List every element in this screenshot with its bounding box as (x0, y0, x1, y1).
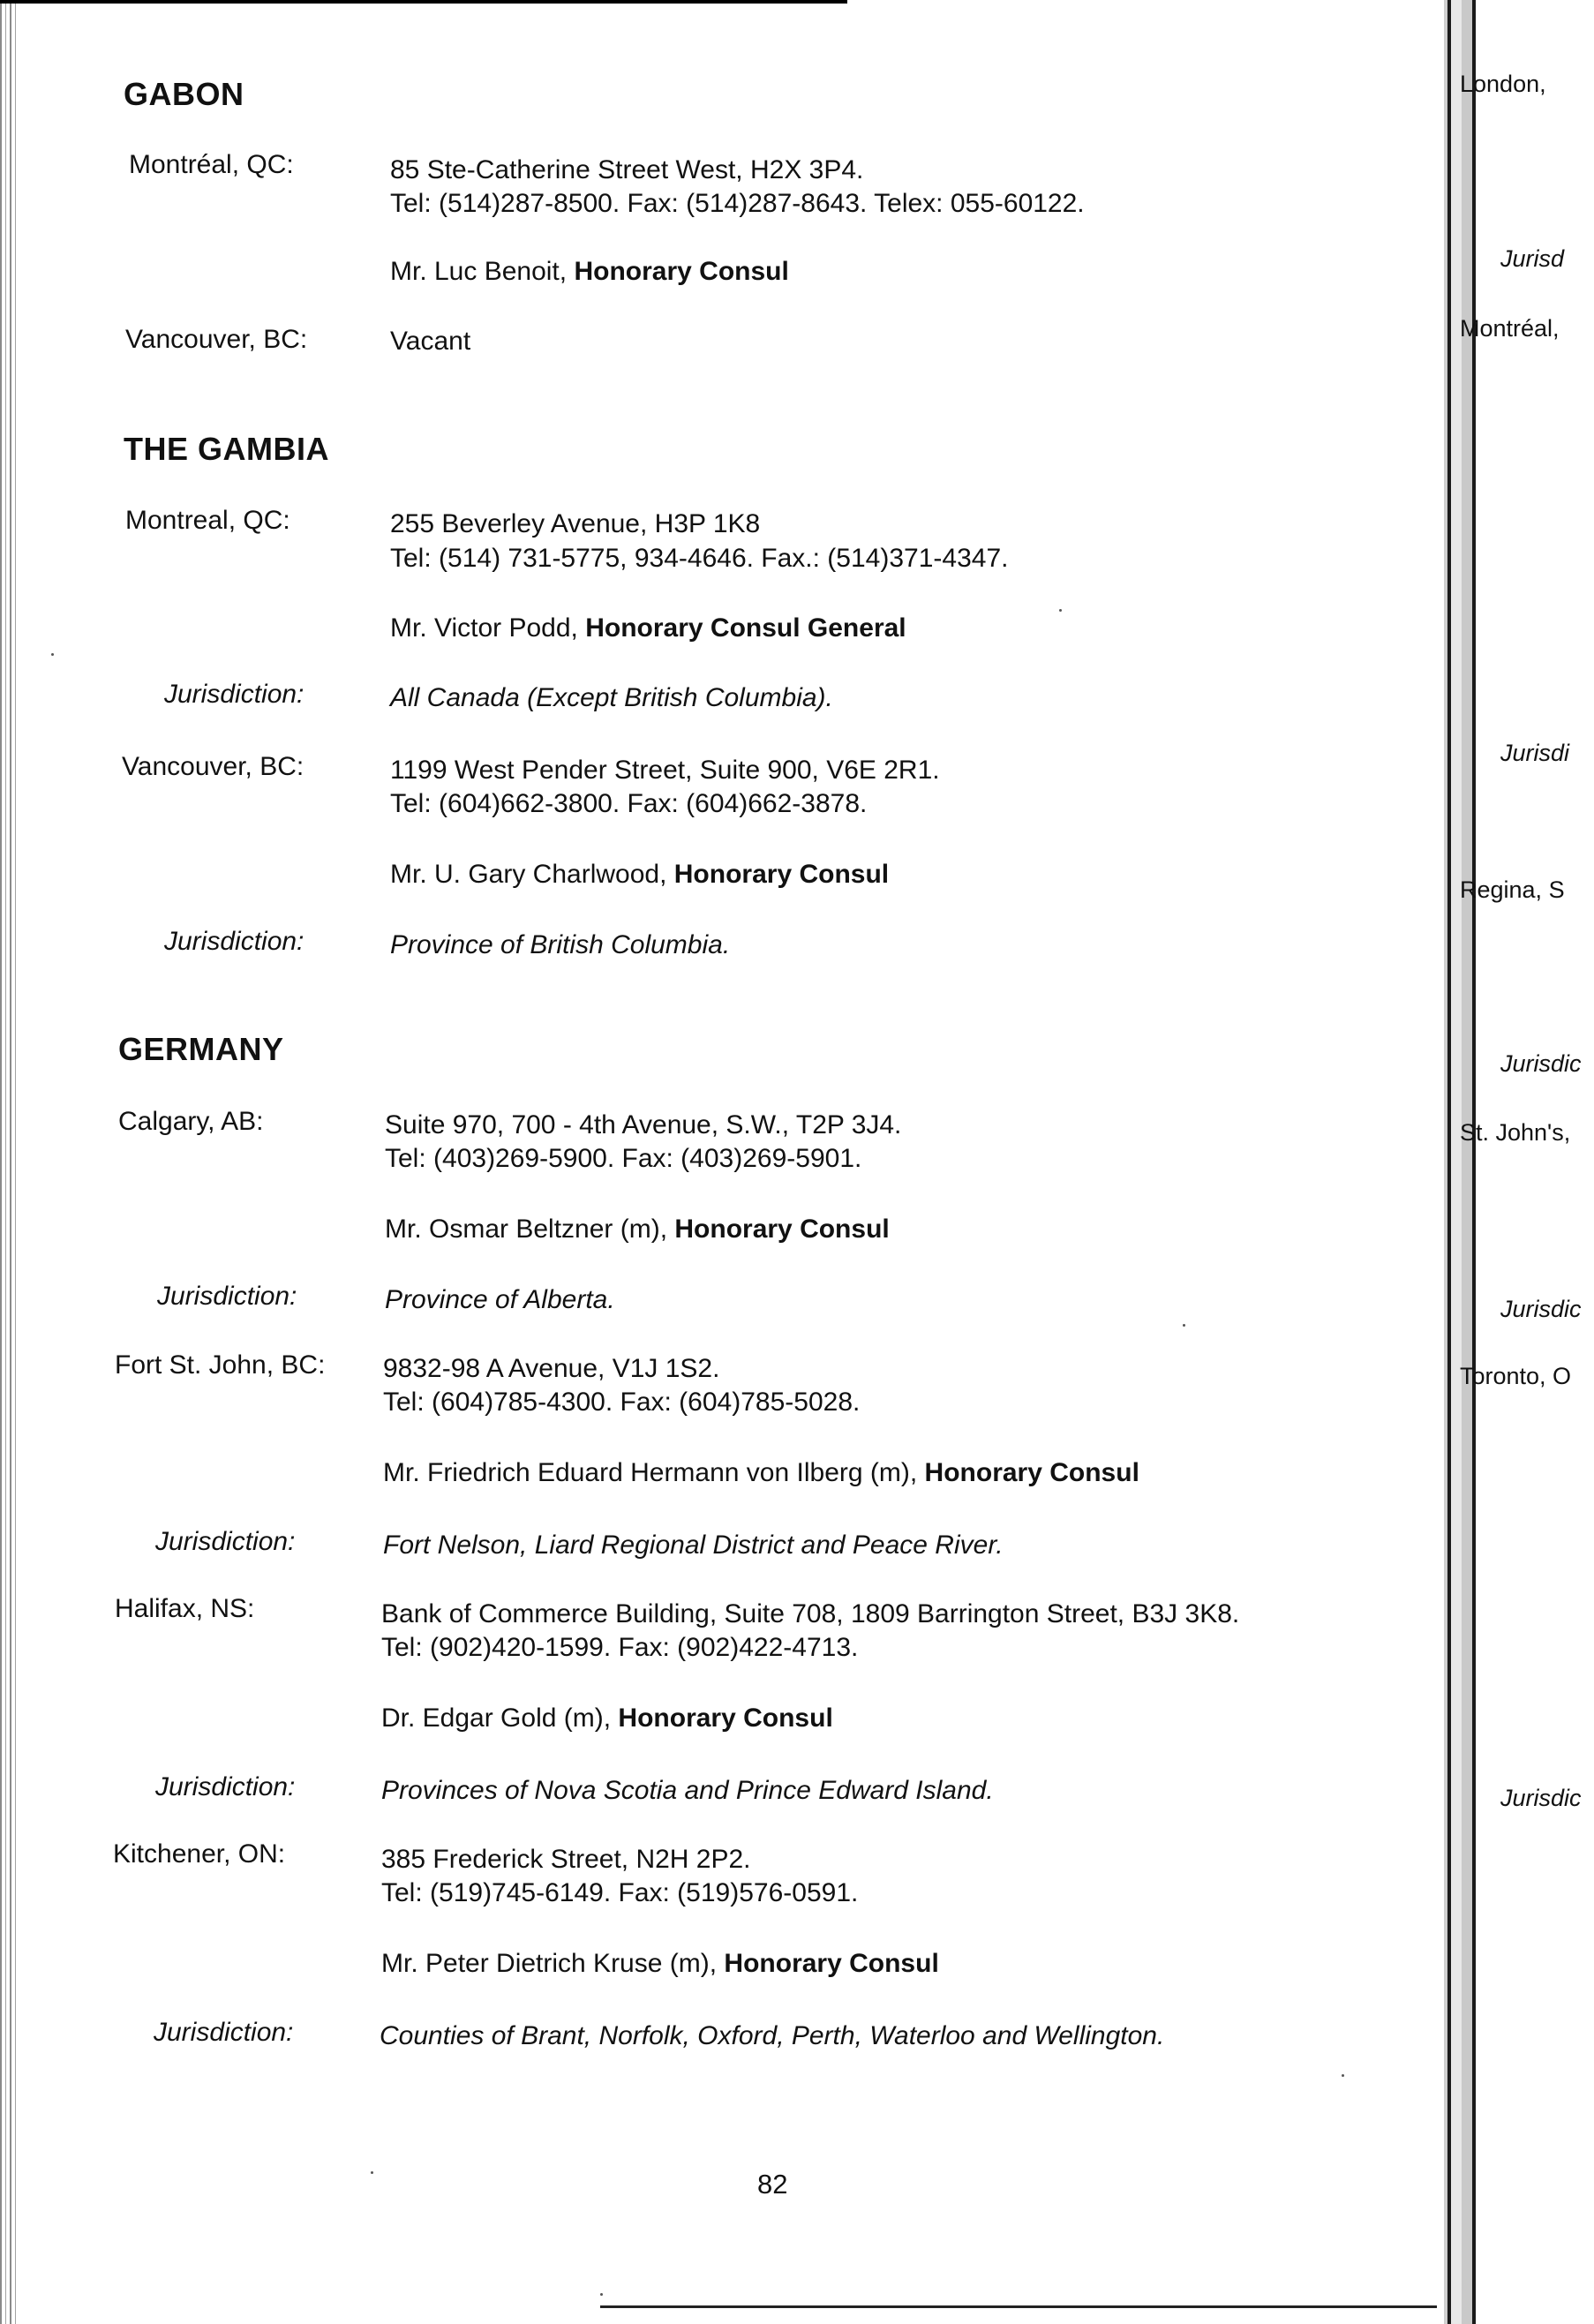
consul-name: Dr. Edgar Gold (m), (381, 1704, 612, 1733)
adjacent-page-text: St. John's, (1460, 1119, 1571, 1146)
consul-line (390, 612, 906, 645)
adjacent-page-text: London, (1460, 71, 1546, 97)
location-label: Calgary, AB: (118, 1107, 264, 1136)
contact-line: Tel: (604)662-3800. Fax: (604)662-3878. (390, 789, 868, 818)
consul-title: Honorary Consul (724, 1949, 939, 1978)
consul-line (381, 1702, 833, 1735)
location-label: Halifax, NS: (115, 1594, 255, 1623)
jurisdiction-label: Jurisdiction: (164, 927, 305, 956)
jurisdiction-label: Jurisdiction: (155, 1527, 296, 1556)
adjacent-page-edge (1437, 0, 1481, 2324)
country-heading: THE GAMBIA (124, 431, 329, 467)
jurisdiction-value: All Canada (Except British Columbia). (390, 683, 833, 712)
location-label: Fort St. John, BC: (115, 1350, 326, 1380)
page-number: 82 (757, 2169, 788, 2200)
address-line: Suite 970, 700 - 4th Avenue, S.W., T2P 3J4. (385, 1110, 902, 1139)
contact-line: Tel: (902)420-1599. Fax: (902)422-4713. (381, 1633, 859, 1662)
adjacent-page-text: Jurisdic (1500, 1785, 1582, 1811)
consul-name: Mr. Luc Benoit, (390, 257, 568, 286)
address-line: 1199 West Pender Street, Suite 900, V6E 2R1. (390, 756, 940, 785)
country-heading: GABON (124, 76, 244, 112)
address-line: Vacant (390, 327, 471, 356)
consul-line (390, 858, 889, 891)
address-line: Bank of Commerce Building, Suite 708, 1809 Barrington Street, B3J 3K8. (381, 1599, 1240, 1628)
scan-speck (51, 653, 54, 656)
adjacent-page-text: Jurisdic (1500, 1050, 1582, 1077)
consul-line (383, 1456, 1139, 1490)
consul-name: Mr. Osmar Beltzner (m), (385, 1215, 668, 1244)
contact-line: Tel: (519)745-6149. Fax: (519)576-0591. (381, 1878, 859, 1907)
jurisdiction-value: Province of British Columbia. (390, 930, 731, 959)
adjacent-page-text: Toronto, O (1460, 1363, 1572, 1389)
contact-line: Tel: (604)785-4300. Fax: (604)785-5028. (383, 1388, 861, 1417)
consul-line (381, 1947, 939, 1981)
consul-title: Honorary Consul (674, 1215, 890, 1244)
adjacent-page-text: Regina, S (1460, 876, 1565, 903)
adjacent-page-text: Jurisdi (1500, 740, 1570, 766)
contact-line: Tel: (514) 731-5775, 934-4646. Fax.: (514)371-4347. (390, 544, 1009, 573)
jurisdiction-label: Jurisdiction: (155, 1772, 296, 1801)
location-label: Montreal, QC: (125, 506, 290, 535)
jurisdiction-label: Jurisdiction: (164, 680, 305, 709)
jurisdiction-value: Provinces of Nova Scotia and Prince Edward Island. (381, 1776, 994, 1805)
consul-title: Honorary Consul (673, 860, 890, 889)
jurisdiction-value: Counties of Brant, Norfolk, Oxford, Perth, Waterloo and Wellington. (380, 2021, 1165, 2050)
scan-speck (600, 2293, 603, 2296)
adjacent-page-text: Jurisdic (1500, 1296, 1582, 1322)
address-line: 85 Ste-Catherine Street West, H2X 3P4. (390, 155, 864, 184)
consul-line (385, 1213, 890, 1246)
top-rule (0, 0, 847, 4)
scan-speck (371, 2171, 373, 2174)
consul-name: Mr. Friedrich Eduard Hermann von Ilberg (m), (383, 1458, 918, 1487)
jurisdiction-label: Jurisdiction: (154, 2018, 294, 2047)
consul-title: Honorary Consul (924, 1458, 1139, 1487)
consul-name: Mr. Peter Dietrich Kruse (m), (381, 1949, 718, 1978)
consul-title: Honorary Consul General (585, 613, 906, 643)
bottom-rule (600, 2305, 1447, 2308)
consul-title: Honorary Consul (574, 257, 789, 286)
jurisdiction-value: Fort Nelson, Liard Regional District and Peace River. (383, 1531, 1004, 1560)
binding-edge (0, 0, 19, 2324)
consul-title: Honorary Consul (618, 1704, 833, 1733)
location-label: Montréal, QC: (129, 150, 294, 179)
jurisdiction-label: Jurisdiction: (157, 1282, 297, 1311)
location-label: Kitchener, ON: (113, 1839, 286, 1869)
jurisdiction-value: Province of Alberta. (385, 1285, 615, 1314)
country-heading: GERMANY (118, 1031, 284, 1067)
address-line: 385 Frederick Street, N2H 2P2. (381, 1845, 751, 1874)
location-label: Vancouver, BC: (122, 752, 305, 781)
location-label: Vancouver, BC: (125, 325, 308, 354)
scan-speck (1342, 2074, 1344, 2077)
address-line: 9832-98 A Avenue, V1J 1S2. (383, 1354, 720, 1383)
consul-name: Mr. Victor Podd, (390, 613, 578, 643)
contact-line: Tel: (403)269-5900. Fax: (403)269-5901. (385, 1144, 862, 1173)
consul-name: Mr. U. Gary Charlwood, (390, 860, 667, 889)
contact-line: Tel: (514)287-8500. Fax: (514)287-8643. Telex: 055-60122. (390, 189, 1085, 218)
scan-speck (1059, 609, 1062, 612)
scan-speck (1183, 1324, 1185, 1327)
address-line: 255 Beverley Avenue, H3P 1K8 (390, 509, 761, 538)
adjacent-page-text: Jurisd (1500, 245, 1565, 272)
adjacent-page-text: Montréal, (1460, 315, 1560, 342)
consul-line (390, 255, 789, 289)
